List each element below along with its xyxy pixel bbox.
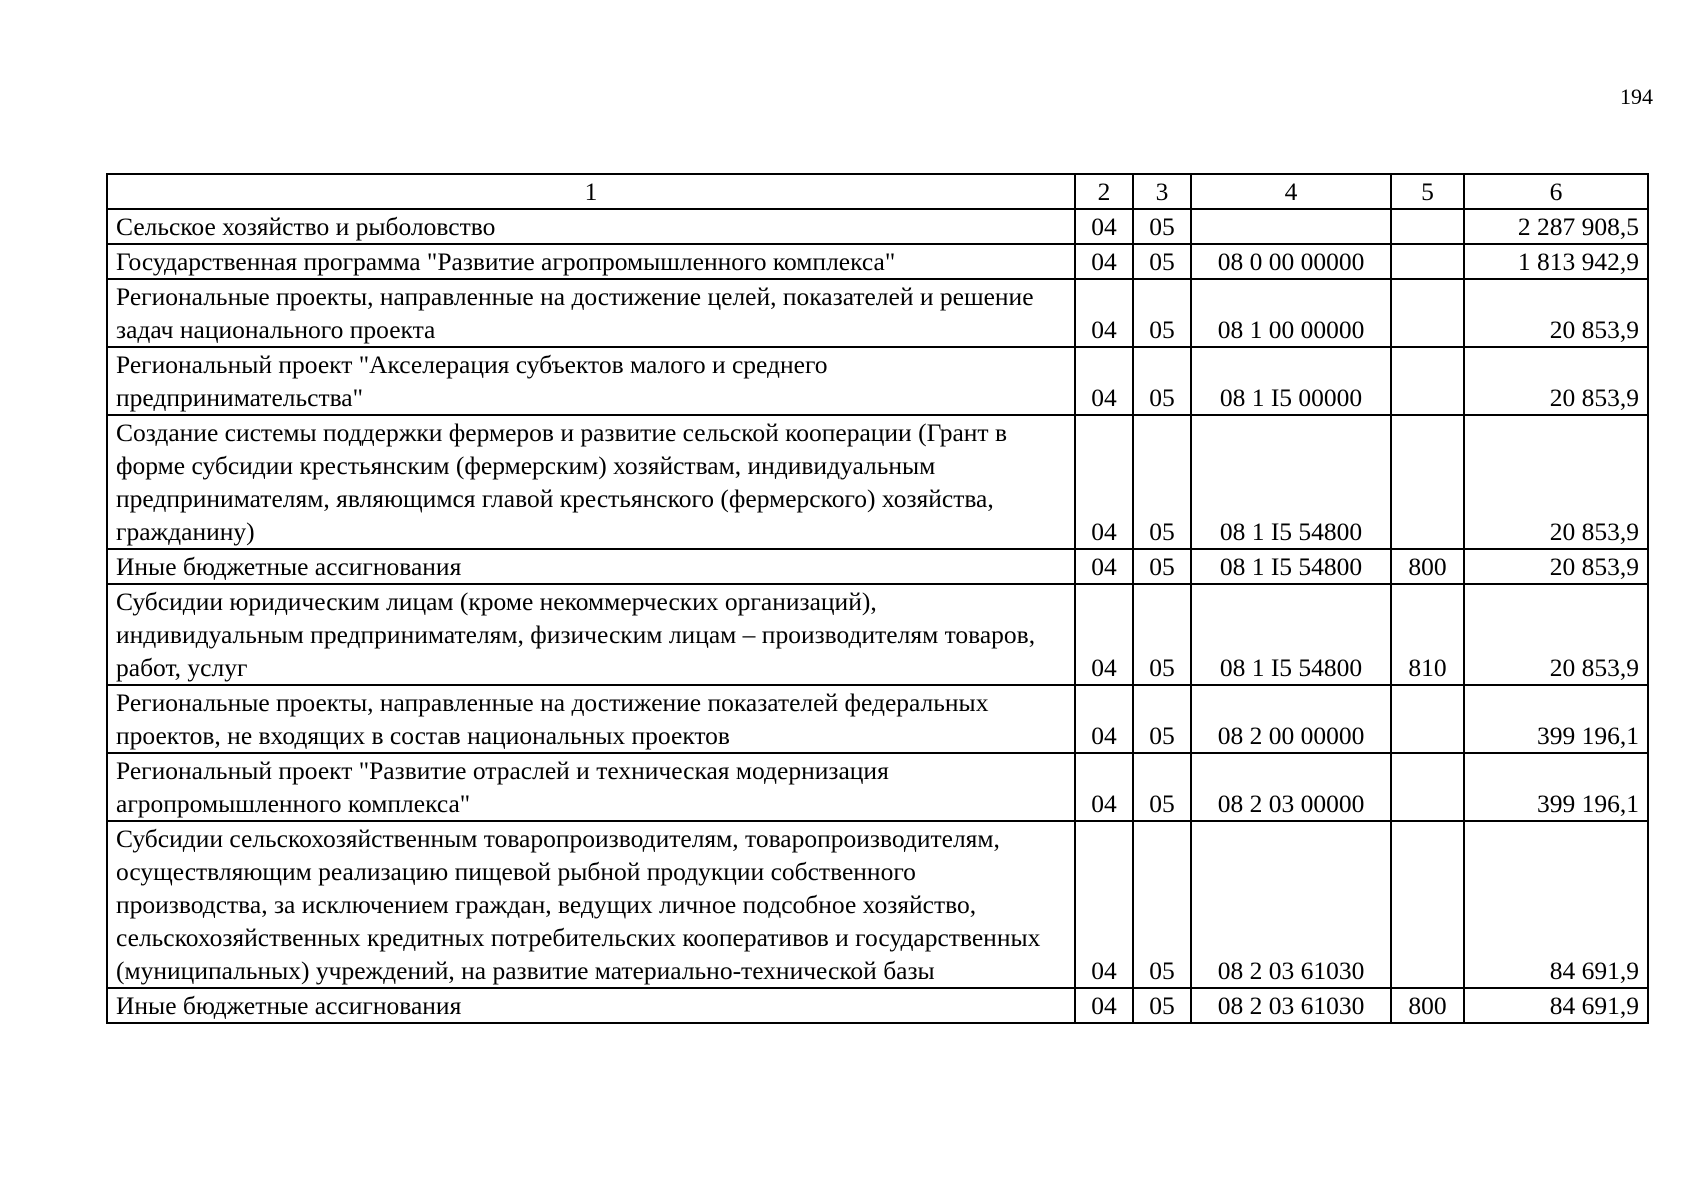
row-expense-type bbox=[1391, 347, 1464, 415]
row-sum: 1 813 942,9 bbox=[1464, 244, 1648, 279]
row-subsection: 05 bbox=[1133, 753, 1191, 821]
header-cell: 1 bbox=[107, 174, 1075, 209]
row-name: Региональные проекты, направленные на достижение целей, показателей и решение задач национального проекта bbox=[107, 279, 1075, 347]
header-cell: 5 bbox=[1391, 174, 1464, 209]
row-subsection: 05 bbox=[1133, 584, 1191, 685]
row-sum: 84 691,9 bbox=[1464, 821, 1648, 988]
row-target-article: 08 1 I5 00000 bbox=[1191, 347, 1391, 415]
table-row bbox=[107, 821, 1648, 988]
table-header-row bbox=[107, 174, 1648, 209]
page-number: 194 bbox=[1620, 84, 1653, 109]
row-expense-type bbox=[1391, 415, 1464, 549]
row-section: 04 bbox=[1075, 753, 1133, 821]
row-name: Субсидии юридическим лицам (кроме некоммерческих организаций), индивидуальным предпринимателям, физическим лицам – производителям товаров, работ, услуг bbox=[107, 584, 1075, 685]
row-name: Региональные проекты, направленные на достижение показателей федеральных проектов, не входящих в состав национальных проектов bbox=[107, 685, 1075, 753]
row-section: 04 bbox=[1075, 244, 1133, 279]
row-sum: 20 853,9 bbox=[1464, 415, 1648, 549]
table-row bbox=[107, 753, 1648, 821]
table-row bbox=[107, 685, 1648, 753]
row-name: Иные бюджетные ассигнования bbox=[107, 549, 1075, 584]
row-expense-type bbox=[1391, 685, 1464, 753]
row-name: Региональный проект "Развитие отраслей и техническая модернизация агропромышленного комплекса" bbox=[107, 753, 1075, 821]
row-sum: 20 853,9 bbox=[1464, 347, 1648, 415]
row-expense-type bbox=[1391, 753, 1464, 821]
row-target-article: 08 1 I5 54800 bbox=[1191, 415, 1391, 549]
table-row bbox=[107, 415, 1648, 549]
row-expense-type bbox=[1391, 821, 1464, 988]
table-row bbox=[107, 279, 1648, 347]
row-subsection: 05 bbox=[1133, 549, 1191, 584]
row-section: 04 bbox=[1075, 279, 1133, 347]
row-subsection: 05 bbox=[1133, 821, 1191, 988]
row-section: 04 bbox=[1075, 584, 1133, 685]
row-target-article: 08 1 00 00000 bbox=[1191, 279, 1391, 347]
row-subsection: 05 bbox=[1133, 685, 1191, 753]
row-sum: 20 853,9 bbox=[1464, 279, 1648, 347]
row-expense-type: 800 bbox=[1391, 549, 1464, 584]
row-subsection: 05 bbox=[1133, 209, 1191, 244]
row-target-article: 08 1 I5 54800 bbox=[1191, 584, 1391, 685]
row-target-article: 08 2 03 61030 bbox=[1191, 988, 1391, 1023]
table-row bbox=[107, 988, 1648, 1023]
row-expense-type: 800 bbox=[1391, 988, 1464, 1023]
row-name: Создание системы поддержки фермеров и развитие сельской кооперации (Грант в форме субсидии крестьянским (фермерским) хозяйствам, индивидуальным предпринимателям, являющимся главой крестьянского (фермерского) хозяйства, гражданину) bbox=[107, 415, 1075, 549]
row-target-article: 08 2 03 00000 bbox=[1191, 753, 1391, 821]
row-sum: 399 196,1 bbox=[1464, 685, 1648, 753]
row-subsection: 05 bbox=[1133, 279, 1191, 347]
row-sum: 84 691,9 bbox=[1464, 988, 1648, 1023]
table-row bbox=[107, 209, 1648, 244]
row-subsection: 05 bbox=[1133, 347, 1191, 415]
row-subsection: 05 bbox=[1133, 244, 1191, 279]
row-name: Сельское хозяйство и рыболовство bbox=[107, 209, 1075, 244]
row-name: Государственная программа "Развитие агропромышленного комплекса" bbox=[107, 244, 1075, 279]
row-expense-type bbox=[1391, 209, 1464, 244]
row-sum: 20 853,9 bbox=[1464, 549, 1648, 584]
header-cell: 6 bbox=[1464, 174, 1648, 209]
row-section: 04 bbox=[1075, 209, 1133, 244]
header-cell: 4 bbox=[1191, 174, 1391, 209]
row-expense-type bbox=[1391, 279, 1464, 347]
row-target-article: 08 1 I5 54800 bbox=[1191, 549, 1391, 584]
row-sum: 20 853,9 bbox=[1464, 584, 1648, 685]
row-sum: 2 287 908,5 bbox=[1464, 209, 1648, 244]
row-target-article bbox=[1191, 209, 1391, 244]
row-section: 04 bbox=[1075, 549, 1133, 584]
table-row bbox=[107, 244, 1648, 279]
row-target-article: 08 2 03 61030 bbox=[1191, 821, 1391, 988]
table-row bbox=[107, 584, 1648, 685]
row-section: 04 bbox=[1075, 347, 1133, 415]
row-section: 04 bbox=[1075, 821, 1133, 988]
header-cell: 3 bbox=[1133, 174, 1191, 209]
row-subsection: 05 bbox=[1133, 988, 1191, 1023]
table-row bbox=[107, 347, 1648, 415]
budget-table bbox=[106, 173, 1649, 1024]
header-cell: 2 bbox=[1075, 174, 1133, 209]
table-row bbox=[107, 549, 1648, 584]
row-name: Субсидии сельскохозяйственным товаропроизводителям, товаропроизводителям, осуществляющим реализацию пищевой рыбной продукции собственного производства, за исключением граждан, ведущих личное подсобное хозяйство, сельскохозяйственных кредитных потребительских кооперативов и государственных (муниципальных) учреждений, на развитие материально-технической базы bbox=[107, 821, 1075, 988]
row-section: 04 bbox=[1075, 988, 1133, 1023]
row-expense-type bbox=[1391, 244, 1464, 279]
row-name: Иные бюджетные ассигнования bbox=[107, 988, 1075, 1023]
row-subsection: 05 bbox=[1133, 415, 1191, 549]
row-section: 04 bbox=[1075, 685, 1133, 753]
row-target-article: 08 0 00 00000 bbox=[1191, 244, 1391, 279]
row-sum: 399 196,1 bbox=[1464, 753, 1648, 821]
row-name: Региональный проект "Акселерация субъектов малого и среднего предпринимательства" bbox=[107, 347, 1075, 415]
row-target-article: 08 2 00 00000 bbox=[1191, 685, 1391, 753]
row-expense-type: 810 bbox=[1391, 584, 1464, 685]
row-section: 04 bbox=[1075, 415, 1133, 549]
